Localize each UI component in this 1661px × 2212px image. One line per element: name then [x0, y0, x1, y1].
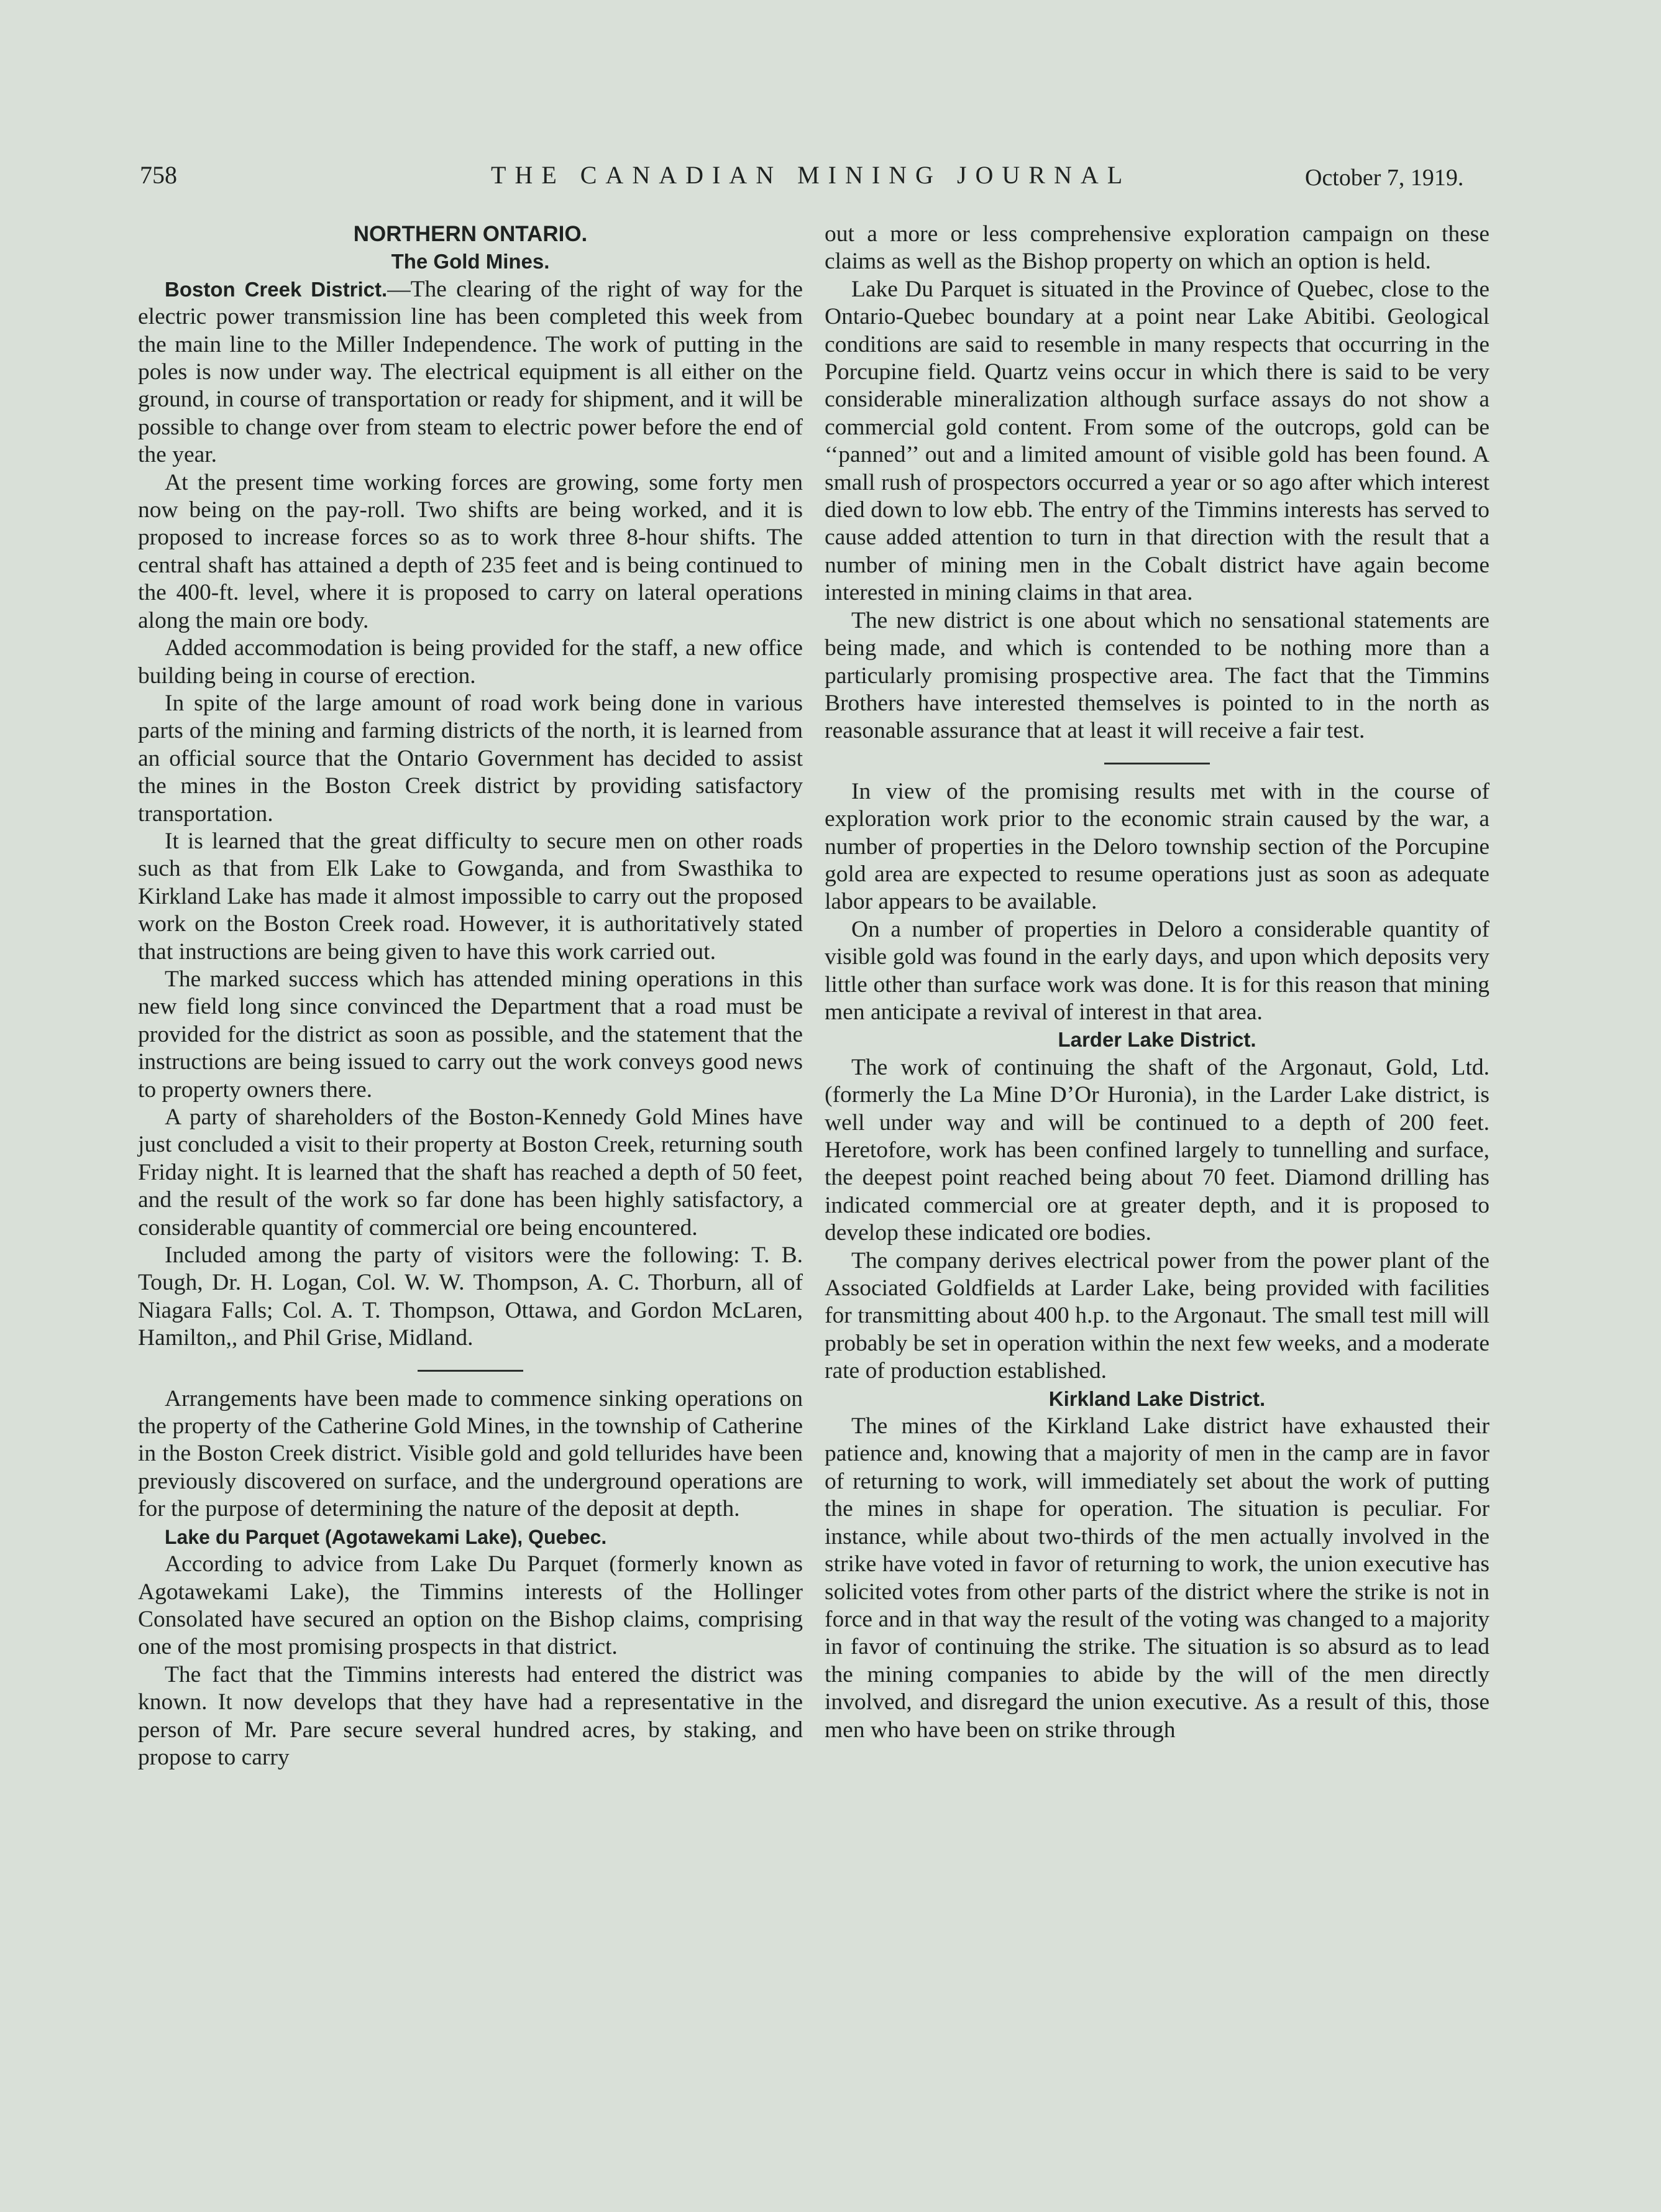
- paragraph: Boston Creek District.—The clearing of the right of way for the electric power transmission line has been completed this week from the main line to the Miller Independence. The work of putting in the poles is now under way. The electrical equipment is all either on the ground, in course of transportation or ready for shipment, and it will be possible to change over from steam to electric power before the end of the year.: [138, 276, 803, 468]
- journal-title: THE CANADIAN MINING JOURNAL: [491, 161, 1132, 189]
- paragraph: Included among the party of visitors were the following: T. B. Tough, Dr. H. Logan, Col. W. W. Thompson, A. C. Thorburn, all of Niagara Falls; Col. A. T. Thompson, Ottawa, and Gordon McLaren, Hamilton,, and Phil Grise, Midland.: [138, 1242, 803, 1351]
- paragraph: According to advice from Lake Du Parquet (formerly known as Agotawekami Lake), the Timmins interests of the Hollinger Consolated have secured an option on the Bishop claims, comprising one of the most promising prospects in that district.: [138, 1551, 803, 1660]
- paragraph: On a number of properties in Deloro a considerable quantity of visible gold was found in the early days, and upon which deposits very little other than surface work was done. It is for this reason that mining men anticipate a revival of interest in that area.: [825, 916, 1489, 1025]
- paragraph: The mines of the Kirkland Lake district have exhausted their patience and, knowing that a majority of men in the camp are in favor of returning to work, will immediately set about the work of putting the mines in shape for operation. The situation is peculiar. For instance, while about two-thirds of the men actually involved in the strike have voted in favor of returning to work, the union executive has solicited votes from other parts of the district where the strike is not in force and in that way the result of the voting was changed to a majority in favor of continuing the strike. The situation is so absurd as to lead the mining companies to abide by the will of the men directly involved, and disregard the union executive. As a result of this, those men who have been on strike through: [825, 1413, 1489, 1743]
- section-title: NORTHERN ONTARIO.: [353, 222, 588, 246]
- left-column: [138, 221, 803, 1771]
- paragraph: Added accommodation is being provided for the staff, a new office building being in course of erection.: [138, 635, 803, 689]
- paragraph: The work of continuing the shaft of the Argonaut, Gold, Ltd. (formerly the La Mine D’Or Huronia), in the Larder Lake district, is well under way and will be continued to a depth of 200 feet. Heretofore, work has been confined largely to tunnelling and surface, the deepest point reached being about 70 feet. Diamond drilling has indicated commercial ore at greater depth, and it is proposed to develop these indicated ore bodies.: [825, 1054, 1489, 1246]
- paragraph: In spite of the large amount of road work being done in various parts of the mining and farming districts of the north, it is learned from an official source that the Ontario Government has decided to assist the mines in the Boston Creek district by providing satisfactory transportation.: [138, 690, 803, 827]
- kirkland-lake-heading: Kirkland Lake District.: [1048, 1387, 1266, 1410]
- larder-lake-heading: Larder Lake District.: [1058, 1028, 1256, 1052]
- paragraph: A party of shareholders of the Boston-Kennedy Gold Mines have just concluded a visit to their property at Boston Creek, returning south Friday night. It is learned that the shaft has reached a depth of 50 feet, and the result of the work so far done has been highly satisfactory, a considerable quantity of commercial ore being encountered.: [138, 1104, 803, 1241]
- boston-creek-lead: Boston Creek District.: [165, 277, 388, 301]
- paragraph: It is learned that the great difficulty to secure men on other roads such as that from Elk Lake to Gowganda, and from Swasthika to Kirkland Lake has made it almost impossible to carry out the proposed work on the Boston Creek road. However, it is authoritatively stated that instructions are being given to have this work carried out.: [138, 828, 803, 965]
- subsection-title: The Gold Mines.: [391, 250, 550, 273]
- lake-du-parquet-heading: Lake du Parquet (Agotawekami Lake), Quebec.: [165, 1525, 607, 1548]
- section-divider: [418, 1370, 523, 1372]
- paragraph: In view of the promising results met with in the course of exploration work prior to the economic strain caused by the war, a number of properties in the Deloro township section of the Porcupine gold area are expected to resume operations just as soon as adequate labor appears to be available.: [825, 778, 1489, 915]
- paragraph: Arrangements have been made to commence sinking operations on the property of the Catherine Gold Mines, in the township of Catherine in the Boston Creek district. Visible gold and gold tellurides have been previously discovered on surface, and the underground operations are for the purpose of determining the nature of the deposit at depth.: [138, 1385, 803, 1522]
- paragraph: At the present time working forces are growing, some forty men now being on the pay-roll. Two shifts are being worked, and it is proposed to increase forces so as to work three 8-hour shifts. The central shaft has attained a depth of 235 feet and is being continued to the 400-ft. level, where it is proposed to carry on lateral operations along the main ore body.: [138, 469, 803, 633]
- paragraph: Lake Du Parquet is situated in the Province of Quebec, close to the Ontario-Quebec boundary at a point near Lake Abitibi. Geological conditions are said to resemble in many respects that occurring in the Porcupine field. Quartz veins occur in which there is said to be very considerable mineralization although surface assays do not show a commercial gold content. From some of the outcrops, gold can be ‘‘panned’’ out and a limited amount of visible gold has been found. A small rush of prospectors occurred a year or so ago after which interest died down to low ebb. The entry of the Timmins interests has served to cause added attention to turn in that direction with the result that a number of mining men in the Cobalt district have again become interested in mining claims in that area.: [825, 276, 1489, 606]
- paragraph: The company derives electrical power from the power plant of the Associated Goldfields at Larder Lake, being provided with facilities for transmitting about 400 h.p. to the Argonaut. The small test mill will probably be set in operation within the next few weeks, and a moderate rate of production established.: [825, 1247, 1489, 1384]
- issue-date: October 7, 1919.: [1305, 165, 1464, 191]
- page-number: 758: [140, 161, 177, 189]
- paragraph: The fact that the Timmins interests had entered the district was known. It now develops that they have had a representative in the person of Mr. Pare secure several hundred acres, by staking, and propose to carry: [138, 1661, 803, 1770]
- page-header: [0, 160, 1661, 198]
- paragraph: out a more or less comprehensive exploration campaign on these claims as well as the Bishop property on which an option is held.: [825, 221, 1489, 275]
- paragraph: The marked success which has attended mining operations in this new field long since convinced the Department that a road must be provided for the district as soon as possible, and the statement that the instructions are being issued to carry out the work conveys good news to property owners there.: [138, 966, 803, 1103]
- right-column: [825, 221, 1489, 1744]
- section-divider: [1104, 763, 1210, 764]
- paragraph: The new district is one about which no sensational statements are being made, and which is contended to be nothing more than a particularly promising prospective area. The fact that the Timmins Brothers have interested themselves is pointed to in the north as reasonable assurance that at least it will receive a fair test.: [825, 607, 1489, 744]
